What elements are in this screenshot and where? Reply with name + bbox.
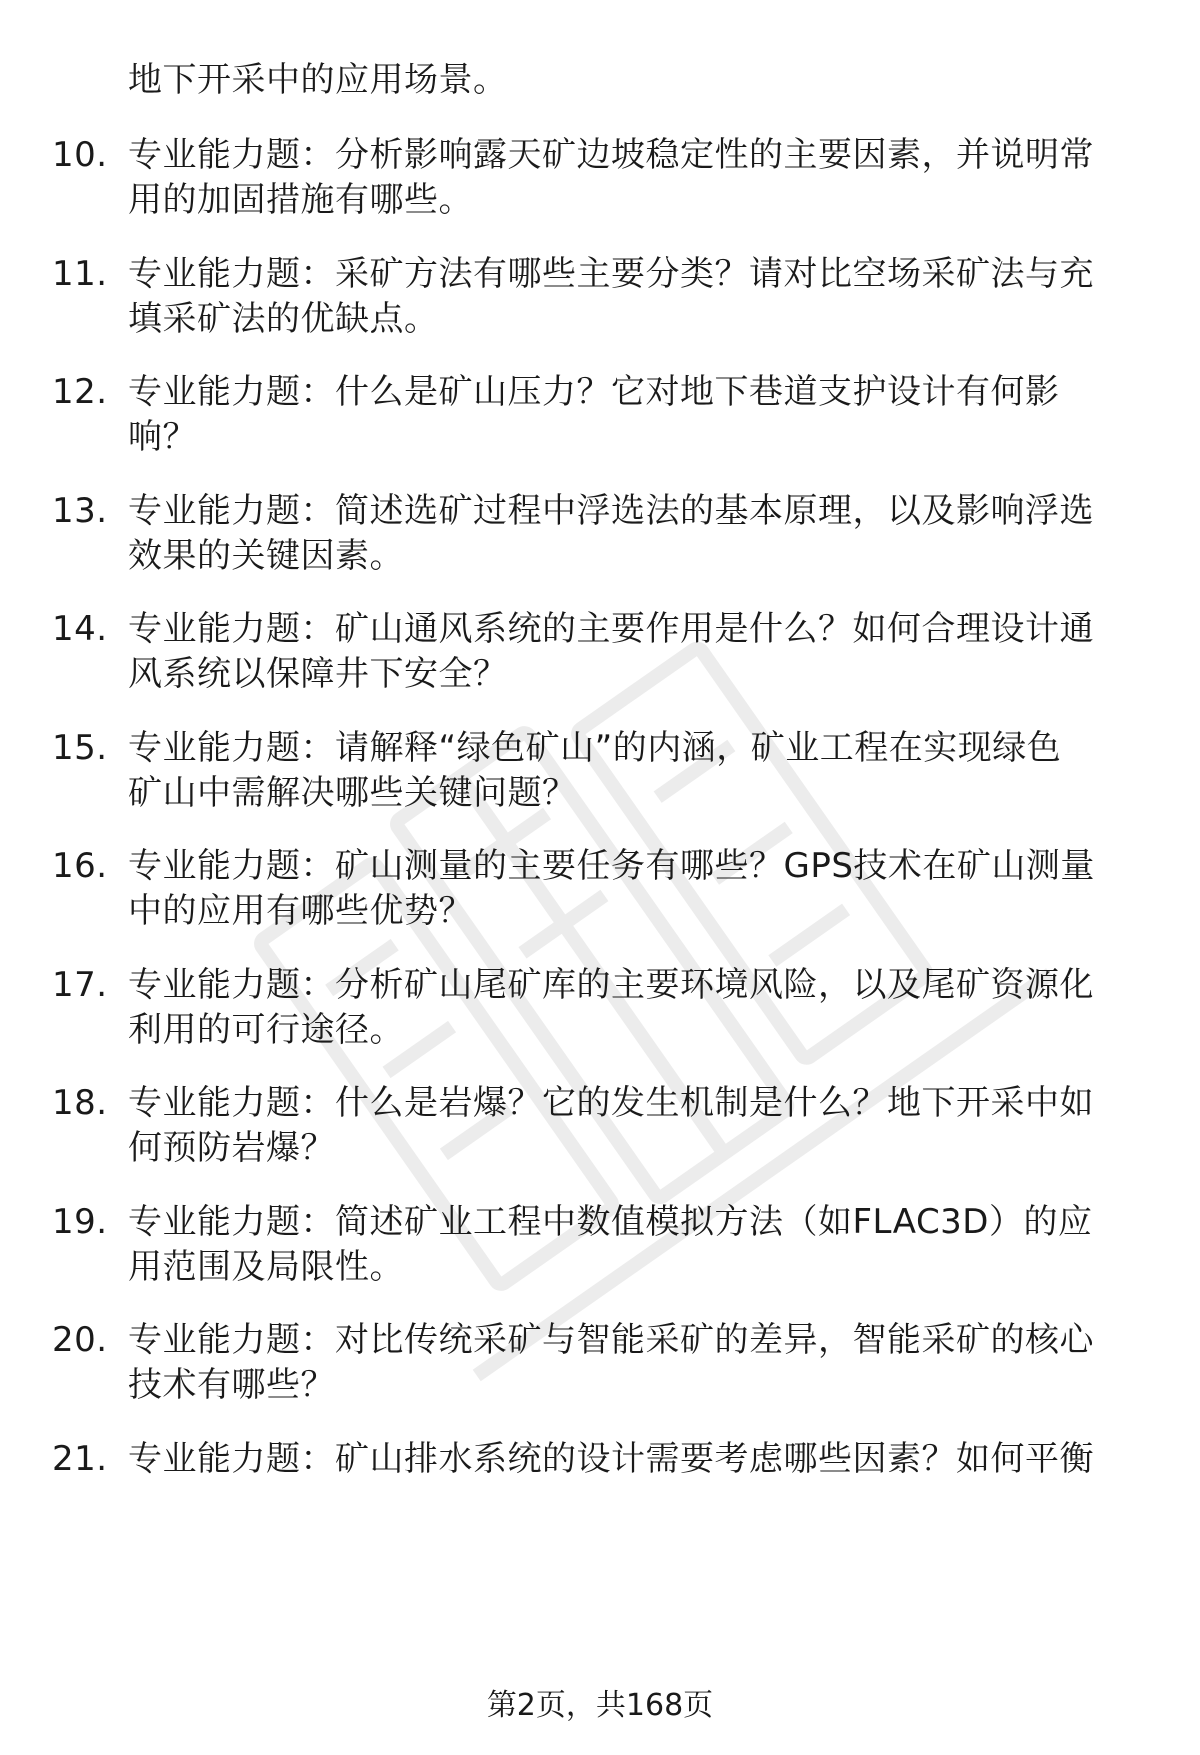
question-text-line1: 专业能力题：什么是矿山压力？它对地下巷道支护设计有何影 xyxy=(128,372,1060,412)
question-text-line1: 专业能力题：请解释“绿色矿山”的内涵，矿业工程在实现绿色 xyxy=(128,728,1062,768)
question-number: 20. xyxy=(52,1320,108,1360)
question-text-line2: 矿山中需解决哪些关键问题？ xyxy=(128,773,577,813)
question-number: 18. xyxy=(52,1083,108,1123)
question-text-line1: 专业能力题：简述选矿过程中浮选法的基本原理，以及影响浮选 xyxy=(128,491,1094,531)
question-number: 10. xyxy=(52,135,108,175)
question-text-line2: 风系统以保障井下安全？ xyxy=(128,654,508,694)
question-number: 12. xyxy=(52,372,108,412)
question-text-line2: 响？ xyxy=(128,417,197,457)
question-number: 13. xyxy=(52,491,108,531)
question-text-line2: 技术有哪些？ xyxy=(128,1365,335,1405)
question-text-line2: 填采矿法的优缺点。 xyxy=(128,299,439,339)
question-number: 15. xyxy=(52,728,108,768)
page-footer: 第2页，共168页 xyxy=(486,1688,714,1723)
question-text-line2: 何预防岩爆？ xyxy=(128,1128,335,1168)
question-number: 14. xyxy=(52,609,108,649)
question-text-line2: 用范围及局限性。 xyxy=(128,1247,404,1287)
question-text-line2: 中的应用有哪些优势？ xyxy=(128,891,473,931)
question-number: 21. xyxy=(52,1439,108,1479)
question-number: 19. xyxy=(52,1202,108,1242)
question-number: 11. xyxy=(52,254,108,294)
question-text-line1: 专业能力题：什么是岩爆？它的发生机制是什么？地下开采中如 xyxy=(128,1083,1094,1123)
continuation-text: 地下开采中的应用场景。 xyxy=(128,60,508,100)
question-text-line1: 专业能力题：对比传统采矿与智能采矿的差异，智能采矿的核心 xyxy=(128,1320,1094,1360)
question-text-line2: 利用的可行途径。 xyxy=(128,1010,404,1050)
question-text-line2: 效果的关键因素。 xyxy=(128,536,404,576)
question-text-line1: 专业能力题：分析矿山尾矿库的主要环境风险，以及尾矿资源化 xyxy=(128,965,1094,1005)
question-text-line1: 专业能力题：矿山排水系统的设计需要考虑哪些因素？如何平衡 xyxy=(128,1439,1094,1479)
question-text-line1: 专业能力题：分析影响露天矿边坡稳定性的主要因素，并说明常 xyxy=(128,135,1094,175)
question-text-line1: 专业能力题：矿山测量的主要任务有哪些？GPS技术在矿山测量 xyxy=(128,846,1095,886)
question-number: 17. xyxy=(52,965,108,1005)
question-text-line2: 用的加固措施有哪些。 xyxy=(128,180,473,220)
question-text-line1: 专业能力题：矿山通风系统的主要作用是什么？如何合理设计通 xyxy=(128,609,1094,649)
question-text-line1: 专业能力题：采矿方法有哪些主要分类？请对比空场采矿法与充 xyxy=(128,254,1094,294)
question-text-line1: 专业能力题：简述矿业工程中数值模拟方法（如FLAC3D）的应 xyxy=(128,1202,1093,1242)
question-number: 16. xyxy=(52,846,108,886)
